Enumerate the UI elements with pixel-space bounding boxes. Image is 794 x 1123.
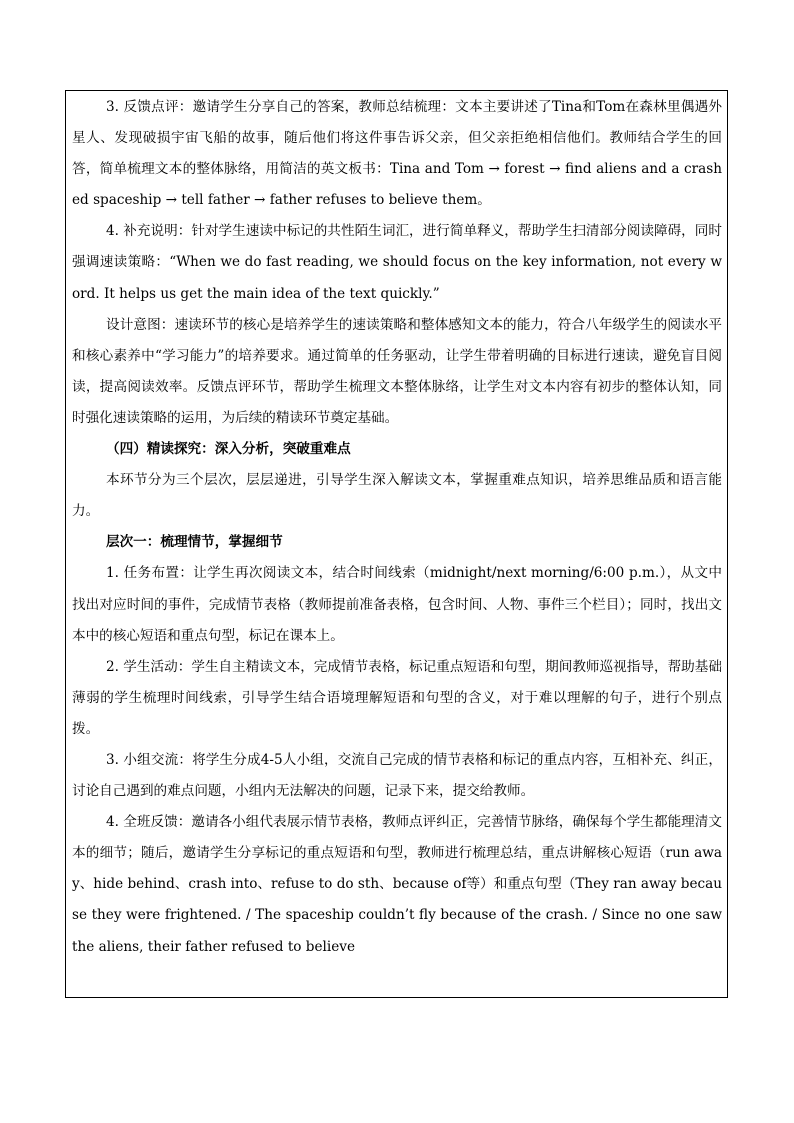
paragraph-feedback: 3. 反馈点评：邀请学生分享自己的答案，教师总结梳理：文本主要讲述了Tina和Tom在森林里偶遇外星人、发现破损宇宙飞船的故事，随后他们将这件事告诉父亲，但父亲拒绝相信他们。教师结合学生的回答，简单梳理文本的整体脉络，用简洁的英文板书：Tina and Tom → forest → find aliens and a crashed spaceship → tell father → father refuses to believe them。	[72, 99, 722, 209]
paragraph-design-intent: 设计意图：速读环节的核心是培养学生的速读策略和整体感知文本的能力，符合八年级学生的阅读水平和核心素养中“学习能力”的培养要求。通过简单的任务驱动，让学生带着明确的目标进行速读，避免盲目阅读，提高阅读效率。反馈点评环节，帮助学生梳理文本整体脉络，让学生对文本内容有初步的整体认知，同时强化速读策略的运用，为后续的精读环节奠定基础。	[72, 316, 722, 426]
paragraph-supplement: 4. 补充说明：针对学生速读中标记的共性陌生词汇，进行简单释义，帮助学生扫清部分阅读障碍，同时强调速读策略：“When we do fast reading, we should focus on the key information, not every word. It helps us get the main idea of the text quickly.”	[72, 223, 722, 302]
document-body	[72, 92, 722, 963]
paragraph-activity: 2. 学生活动：学生自主精读文本，完成情节表格，标记重点短语和句型，期间教师巡视指导，帮助基础薄弱的学生梳理时间线索，引导学生结合语境理解短语和句型的含义，对于难以理解的句子，进行个别点拨。	[72, 658, 722, 737]
paragraph-section-intro: 本环节分为三个层次，层层递进，引导学生深入解读文本，掌握重难点知识，培养思维品质和语言能力。	[72, 472, 722, 520]
paragraph-task: 1. 任务布置：让学生再次阅读文本，结合时间线索（midnight/next morning/6:00 p.m.），从文中找出对应时间的事件，完成情节表格（教师提前准备表格，包含时间、人物、事件三个栏目）；同时，找出文本中的核心短语和重点句型，标记在课本上。	[72, 565, 722, 644]
paragraph-group: 3. 小组交流：将学生分成4-5人小组，交流自己完成的情节表格和标记的重点内容，互相补充、纠正，讨论自己遇到的难点问题，小组内无法解决的问题，记录下来，提交给教师。	[72, 751, 722, 800]
paragraph-class-feedback: 4. 全班反馈：邀请各小组代表展示情节表格，教师点评纠正，完善情节脉络，确保每个学生都能理清文本的细节；随后，邀请学生分享标记的重点短语和句型，教师进行梳理总结，重点讲解核心短语（run away、hide behind、crash into、refuse to do sth、because of等）和重点句型（They ran away because they were frightened. / The spaceship couldn’t fly because of the crash. / Since no one saw the aliens, their father refused to believe	[72, 814, 722, 955]
subheading-level-one: 层次一：梳理情节，掌握细节	[106, 534, 283, 551]
section-heading-intensive-reading: （四）精读探究：深入分析，突破重难点	[106, 441, 351, 458]
